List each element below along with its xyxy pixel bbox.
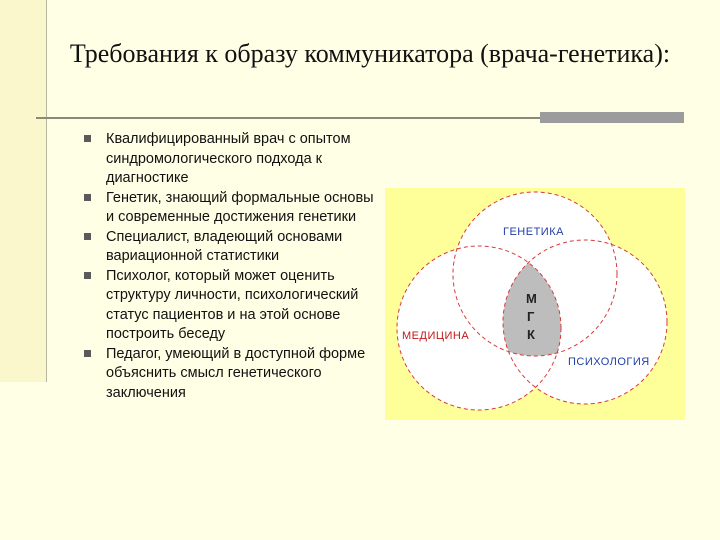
label-genetics: ГЕНЕТИКА [503, 226, 564, 238]
center-letter-k: К [527, 327, 535, 342]
label-psychology: ПСИХОЛОГИЯ [568, 356, 650, 368]
list-item [84, 267, 374, 345]
square-bullet-icon [84, 272, 91, 279]
left-decor-band [0, 0, 47, 382]
list-item [84, 130, 374, 189]
center-letter-m: М [526, 291, 537, 306]
square-bullet-icon [84, 194, 91, 201]
label-medicine: МЕДИЦИНА [402, 330, 470, 342]
list-item-text: Специалист, владеющий основами вариационной статистики [106, 228, 343, 264]
requirements-list [84, 130, 374, 403]
square-bullet-icon [84, 135, 91, 142]
title-divider-accent [540, 112, 684, 123]
list-item-text: Психолог, который может оценить структуру личности, психологический статус пациентов и на этой основе построить беседу [106, 267, 359, 342]
title-divider [36, 117, 540, 119]
venn-diagram [385, 188, 685, 420]
list-item [84, 189, 374, 228]
list-item [84, 345, 374, 404]
square-bullet-icon [84, 350, 91, 357]
list-item-text: Квалифицированный врач с опытом синдромологического подхода к диагностике [106, 131, 351, 186]
square-bullet-icon [84, 233, 91, 240]
venn-diagram-svg [385, 188, 685, 420]
list-item [84, 228, 374, 267]
slide-title: Требования к образу коммуникатора (врача-генетика): [69, 39, 671, 68]
list-item-text: Педагог, умеющий в доступной форме объяснить смысл генетического заключения [106, 345, 366, 401]
list-item-text: Генетик, знающий формальные основы и современные достижения генетики [106, 189, 374, 225]
center-letter-g: Г [527, 309, 535, 324]
